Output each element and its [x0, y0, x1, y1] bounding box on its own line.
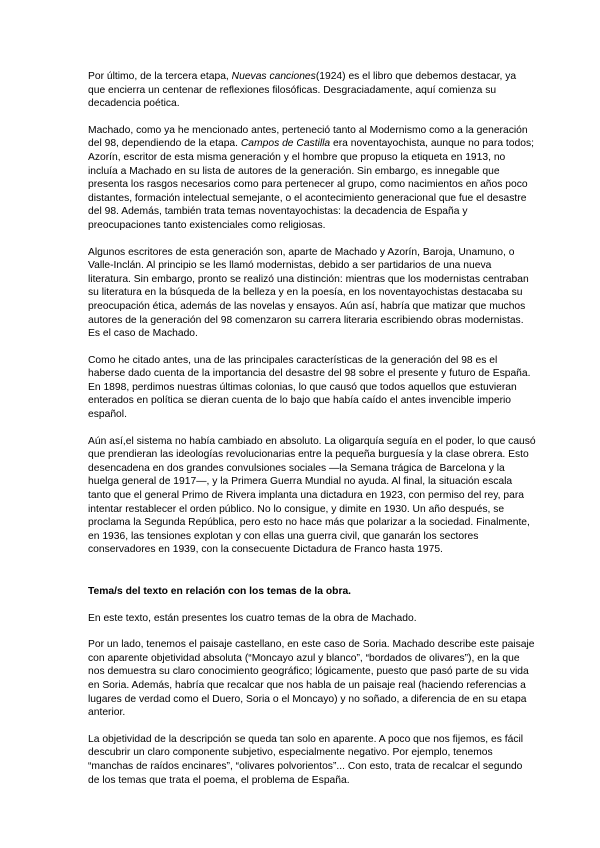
- paragraph-contexto-historico: Aún así,el sistema no había cambiado en absoluto. La oligarquía seguía en el poder, lo que causó que prendieran las ideologías revolucionarias entre la pequeña burguesía y la clase obrera. Esto desencadena en dos grandes convulsiones sociales —la Semana trágica de Barcelona y la huelga general de 1917—, y la Primera Guerra Mundial no ayuda. Al final, la situación escala tanto que el general Primo de Rivera implanta una dictadura en 1923, con permiso del rey, para intentar restablecer el orden público. No lo consigue, y dimite en 1930. Un año después, se proclama la Segunda República, pero esto no hace más que polarizar a la sociedad. Finalmente, en 1936, las tensiones explotan y con ellas una guerra civil, que ganarán los sectores conservadores en 1939, con la consecuente Dictadura de Franco hasta 1975.: [88, 435, 536, 556]
- paragraph-paisaje-castellano: Por un lado, tenemos el paisaje castellano, en este caso de Soria. Machado describe este paisaje con aparente objetividad absoluta (“Moncayo azul y blanco”, “bordados de olivares”), en la que nos demuestra su claro conocimiento geográfico; lógicamente, puesto que pasó parte de su vida en Soria. Además, habría que recalcar que nos habla de un paisaje real (haciendo referencias a lugares de verdad como el Duero, Soria o el Moncayo) y no soñado, a diferencia de en su etapa anterior.: [88, 639, 535, 719]
- paragraph-cuatro-temas: En este texto, están presentes los cuatro temas de la obra de Machado.: [88, 612, 417, 624]
- paragraph-objetividad: La objetividad de la descripción se queda tan solo en aparente. A poco que nos fijemos, es fácil descubrir un claro componente subjetivo, especialmente negativo. Por ejemplo, tenemos “manchas de raídos encinares”, “olivares polvorientos”... Con esto, trata de recalcar el segundo de los temas que trata el poema, el problema de España.: [88, 733, 524, 786]
- paragraph-desastre-98: Como he citado antes, una de las principales características de la generación del 98 es el haberse dado cuenta de la importancia del desastre del 98 sobre el presente y futuro de España. En 1898, perdimos nuestras últimas colonias, lo que causó que todos aquellos que estuvieran enterados en política se dieran cuenta de lo bajo que había caído el antes invencible imperio español.: [88, 354, 531, 421]
- paragraph-escritores-generacion: Algunos escritores de esta generación son, aparte de Machado y Azorín, Baroja, Unamuno, o Valle-Inclán. Al principio se les llamó modernistas, debido a ser partidarios de una nueva literatura. Sin embargo, pronto se realizó una distinción: mientras que los modernistas centraban su literatura en la búsqueda de la belleza y en la poesía, en los noventayochistas destacaba su preocupación ética, además de las novelas y ensayos. Aún así, habría que matizar que muchos autores de la generación del 98 comenzaron su carrera literaria escribiendo obras modernistas. Es el caso de Machado.: [88, 246, 529, 340]
- book-title-campos-de-castilla: Campos de Castilla: [240, 138, 331, 150]
- paragraph-tercera-etapa: [88, 70, 536, 111]
- paragraph-modernismo-generacion-98: [88, 124, 536, 233]
- text-run: (1924) es el libro que debemos destacar, ya que encierra un centenar de reflexiones filosóficas. Desgraciadamente, aquí comienza su decadencia poética.: [88, 71, 517, 110]
- text-run: era noventayochista, aunque no para todos; Azorín, escritor de esta misma generación y el hombre que propuso la etiqueta en 1913, no incluía a Machado en su lista de autores de la generación. Sin embargo, es innegable que presenta los rasgos necesarios como para pertenecer al grupo, como nacimientos en años poco distantes, formación intelectual semejante, o el acontecimiento generacional que fue el desastre del 98. Además, también trata temas noventayochistas: la decadencia de España y preocupaciones tanto existenciales como religiosas.: [88, 138, 534, 231]
- document-body: [88, 70, 536, 800]
- section-heading-temas: Tema/s del texto en relación con los temas de la obra.: [88, 586, 352, 597]
- book-title-nuevas-canciones: Nuevas canciones: [231, 71, 316, 82]
- text-run: Machado, como ya he mencionado antes, perteneció tanto al Modernismo como a la generación del 98, dependiendo de la etapa.: [88, 124, 528, 150]
- text-run: Por último, de la tercera etapa,: [88, 71, 232, 82]
